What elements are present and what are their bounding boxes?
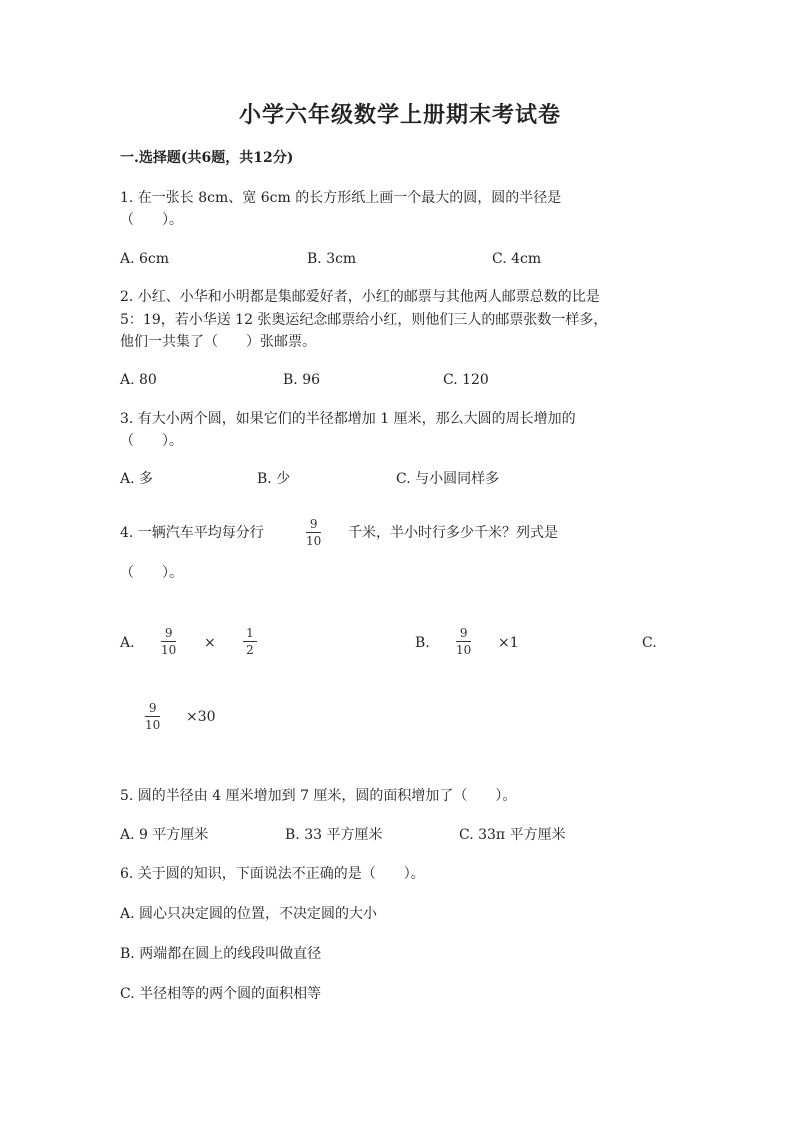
fraction-denominator: 10	[306, 534, 322, 548]
page-title: 小学六年级数学上册期末考试卷	[238, 102, 561, 128]
q5-option-c: C. 33π 平方厘米	[459, 827, 566, 843]
q6-stem: 6. 关于圆的知识，下面说法不正确的是（ ）。	[120, 866, 425, 882]
q2-option-a: A. 80	[120, 372, 157, 388]
q5-stem: 5. 圆的半径由 4 厘米增加到 7 厘米，圆的面积增加了（ ）。	[120, 788, 517, 804]
q3-stem-line2: （ ）。	[120, 433, 183, 449]
q1-option-b: B. 3cm	[307, 251, 357, 267]
q6-option-b: B. 两端都在圆上的线段叫做直径	[120, 946, 322, 962]
q5-option-b: B. 33 平方厘米	[285, 827, 383, 843]
q6-option-a: A. 圆心只决定圆的位置，不决定圆的大小	[120, 906, 378, 922]
q3-option-b: B. 少	[257, 471, 291, 487]
q4-option-a-fraction	[161, 626, 176, 657]
fraction-bar	[456, 641, 471, 642]
fraction-bar	[145, 716, 160, 717]
q4-option-b-fraction	[456, 626, 471, 657]
q4-option-c-operator: ×30	[186, 709, 216, 725]
q2-option-b: B. 96	[283, 372, 321, 388]
fraction-denominator: 2	[246, 643, 254, 657]
q5-option-a: A. 9 平方厘米	[120, 827, 209, 843]
q4-option-b-label: B.	[415, 635, 430, 651]
q3-option-a: A. 多	[120, 471, 154, 487]
q2-stem-line1: 2. 小红、小华和小明都是集邮爱好者，小红的邮票与其他两人邮票总数的比是	[120, 289, 600, 305]
q2-option-c: C. 120	[443, 372, 489, 388]
fraction-denominator: 10	[456, 643, 472, 657]
q4-stem-fraction	[306, 517, 321, 548]
fraction-numerator: 9	[309, 517, 318, 531]
q4-option-a-operator: ×	[204, 635, 216, 651]
q6-option-c: C. 半径相等的两个圆的面积相等	[120, 986, 322, 1002]
q4-stem-line2: （ ）。	[120, 565, 183, 581]
fraction-numerator: 1	[246, 626, 254, 640]
q4-option-c-label: C.	[642, 635, 657, 651]
fraction-numerator: 9	[148, 701, 157, 715]
q4-stem-prefix: 4. 一辆汽车平均每分行	[120, 525, 264, 541]
fraction-numerator: 9	[459, 626, 468, 640]
fraction-bar	[243, 641, 257, 642]
fraction-bar	[161, 641, 176, 642]
section-heading: 一.选择题(共6题，共12分)	[120, 150, 294, 166]
q2-stem-line3: 他们一共集了（ ）张邮票。	[120, 334, 316, 350]
q1-stem-line2: （ ）。	[120, 212, 183, 228]
q2-stem-line2: 5：19，若小华送 12 张奥运纪念邮票给小红，则他们三人的邮票张数一样多，	[120, 312, 608, 328]
q4-option-b-operator: ×1	[498, 635, 519, 651]
q1-option-c: C. 4cm	[492, 251, 542, 267]
fraction-denominator: 10	[161, 643, 177, 657]
q4-option-a-label: A.	[120, 635, 135, 651]
q1-option-a: A. 6cm	[120, 251, 170, 267]
fraction-denominator: 10	[145, 718, 161, 732]
q1-stem-line1: 1. 在一张长 8cm、宽 6cm 的长方形纸上画一个最大的圆，圆的半径是	[120, 190, 562, 206]
fraction-bar	[306, 532, 321, 533]
q3-option-c: C. 与小圆同样多	[396, 471, 500, 487]
fraction-numerator: 9	[164, 626, 173, 640]
q3-stem-line1: 3. 有大小两个圆，如果它们的半径都增加 1 厘米，那么大圆的周长增加的	[120, 411, 576, 427]
q4-option-a-fraction2	[243, 626, 257, 657]
q4-stem-suffix: 千米，半小时行多少千米？列式是	[348, 525, 558, 541]
q4-option-c-fraction	[145, 701, 160, 732]
